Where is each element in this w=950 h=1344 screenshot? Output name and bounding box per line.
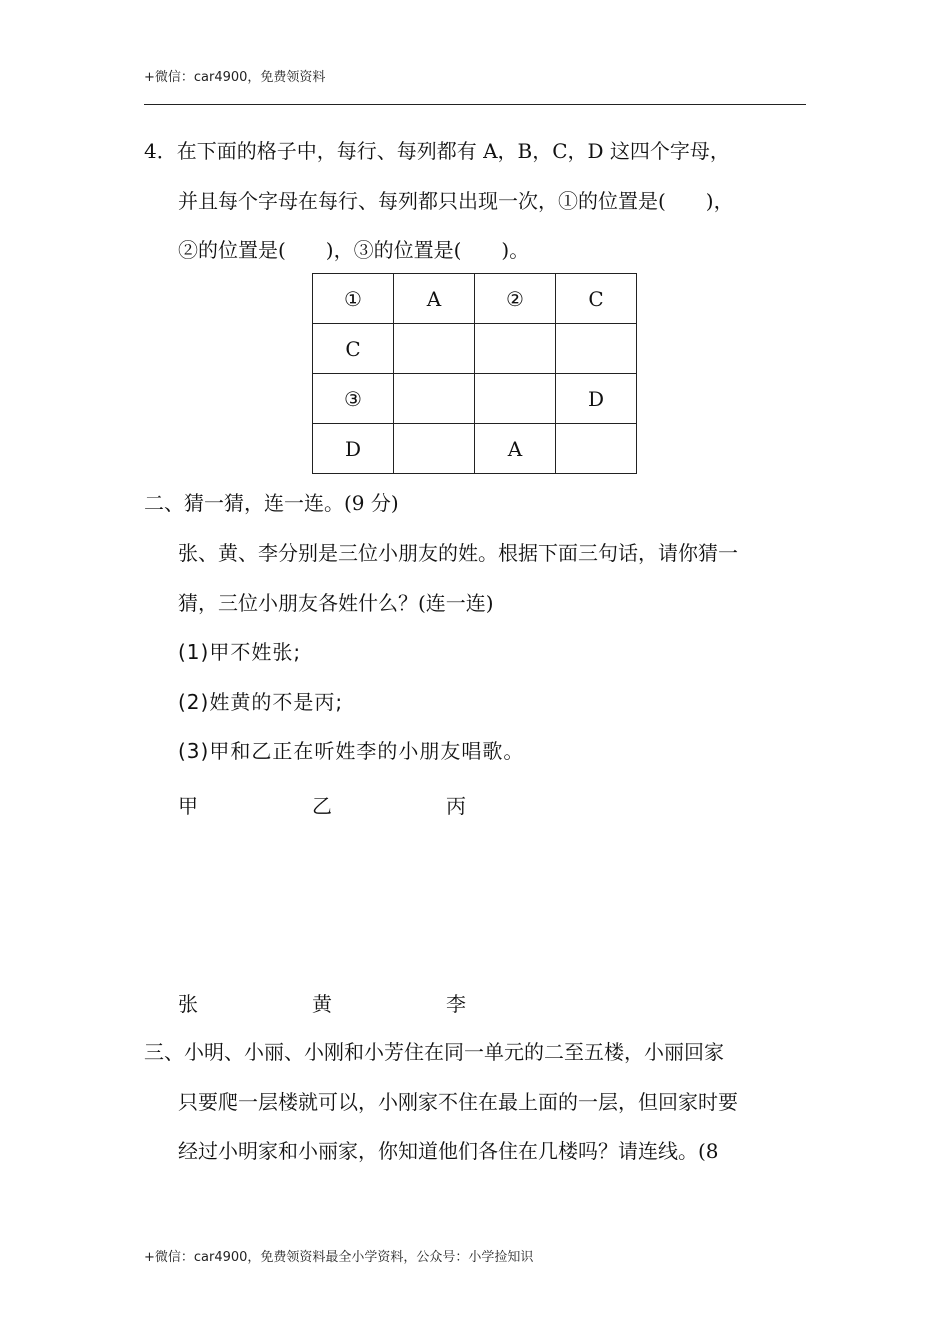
section2-intro-1: 张、黄、李分别是三位小朋友的姓。根据下面三句话，请你猜一: [178, 541, 738, 565]
grid-row: [313, 424, 637, 474]
grid-row: [313, 274, 637, 324]
grid-row: [313, 324, 637, 374]
q4-line-2: 并且每个字母在每行、每列都只出现一次，①的位置是( )，: [178, 189, 734, 213]
surname: 张: [178, 992, 198, 1016]
section2-intro-2: 猜，三位小朋友各姓什么？(连一连): [178, 591, 494, 615]
grid-cell: D: [556, 374, 637, 424]
section3-line-3: 经过小明家和小丽家，你知道他们各住在几楼吗？请连线。(8: [178, 1139, 719, 1163]
person-name: 乙: [312, 794, 332, 818]
section2-title: 二、猜一猜，连一连。(9 分): [144, 491, 399, 515]
grid-cell: [394, 324, 475, 374]
grid-cell: [556, 424, 637, 474]
grid-cell: C: [313, 324, 394, 374]
q4-line-3: ②的位置是( )，③的位置是( )。: [178, 238, 530, 262]
grid-cell: ③: [313, 374, 394, 424]
header-divider: [144, 104, 806, 105]
grid-cell: ②: [475, 274, 556, 324]
grid-cell: [475, 374, 556, 424]
footer-watermark: +微信：car4900，免费领资料最全小学资料，公众号：小学捡知识: [144, 1250, 534, 1265]
section3-line-1: 三、小明、小丽、小刚和小芳住在同一单元的二至五楼，小丽回家: [144, 1040, 724, 1064]
letter-grid: [312, 273, 637, 474]
person-name: 甲: [178, 794, 198, 818]
grid-row: [313, 374, 637, 424]
grid-cell: [394, 374, 475, 424]
grid-cell: C: [556, 274, 637, 324]
q4-line-1: 4．在下面的格子中，每行、每列都有 A，B，C，D 这四个字母，: [144, 139, 730, 163]
surname: 黄: [312, 992, 332, 1016]
grid-cell: D: [313, 424, 394, 474]
grid-cell: [394, 424, 475, 474]
grid-cell: [475, 324, 556, 374]
header-watermark: +微信：car4900，免费领资料: [144, 70, 326, 85]
clue-3: (3)甲和乙正在听姓李的小朋友唱歌。: [178, 739, 525, 763]
clue-2: (2)姓黄的不是丙;: [178, 690, 344, 714]
grid-cell: [556, 324, 637, 374]
grid-cell: A: [394, 274, 475, 324]
section3-line-2: 只要爬一层楼就可以，小刚家不住在最上面的一层，但回家时要: [178, 1090, 738, 1114]
person-name: 丙: [446, 794, 466, 818]
grid-cell: A: [475, 424, 556, 474]
grid-cell: ①: [313, 274, 394, 324]
surname: 李: [446, 992, 466, 1016]
clue-1: (1)甲不姓张;: [178, 640, 302, 664]
